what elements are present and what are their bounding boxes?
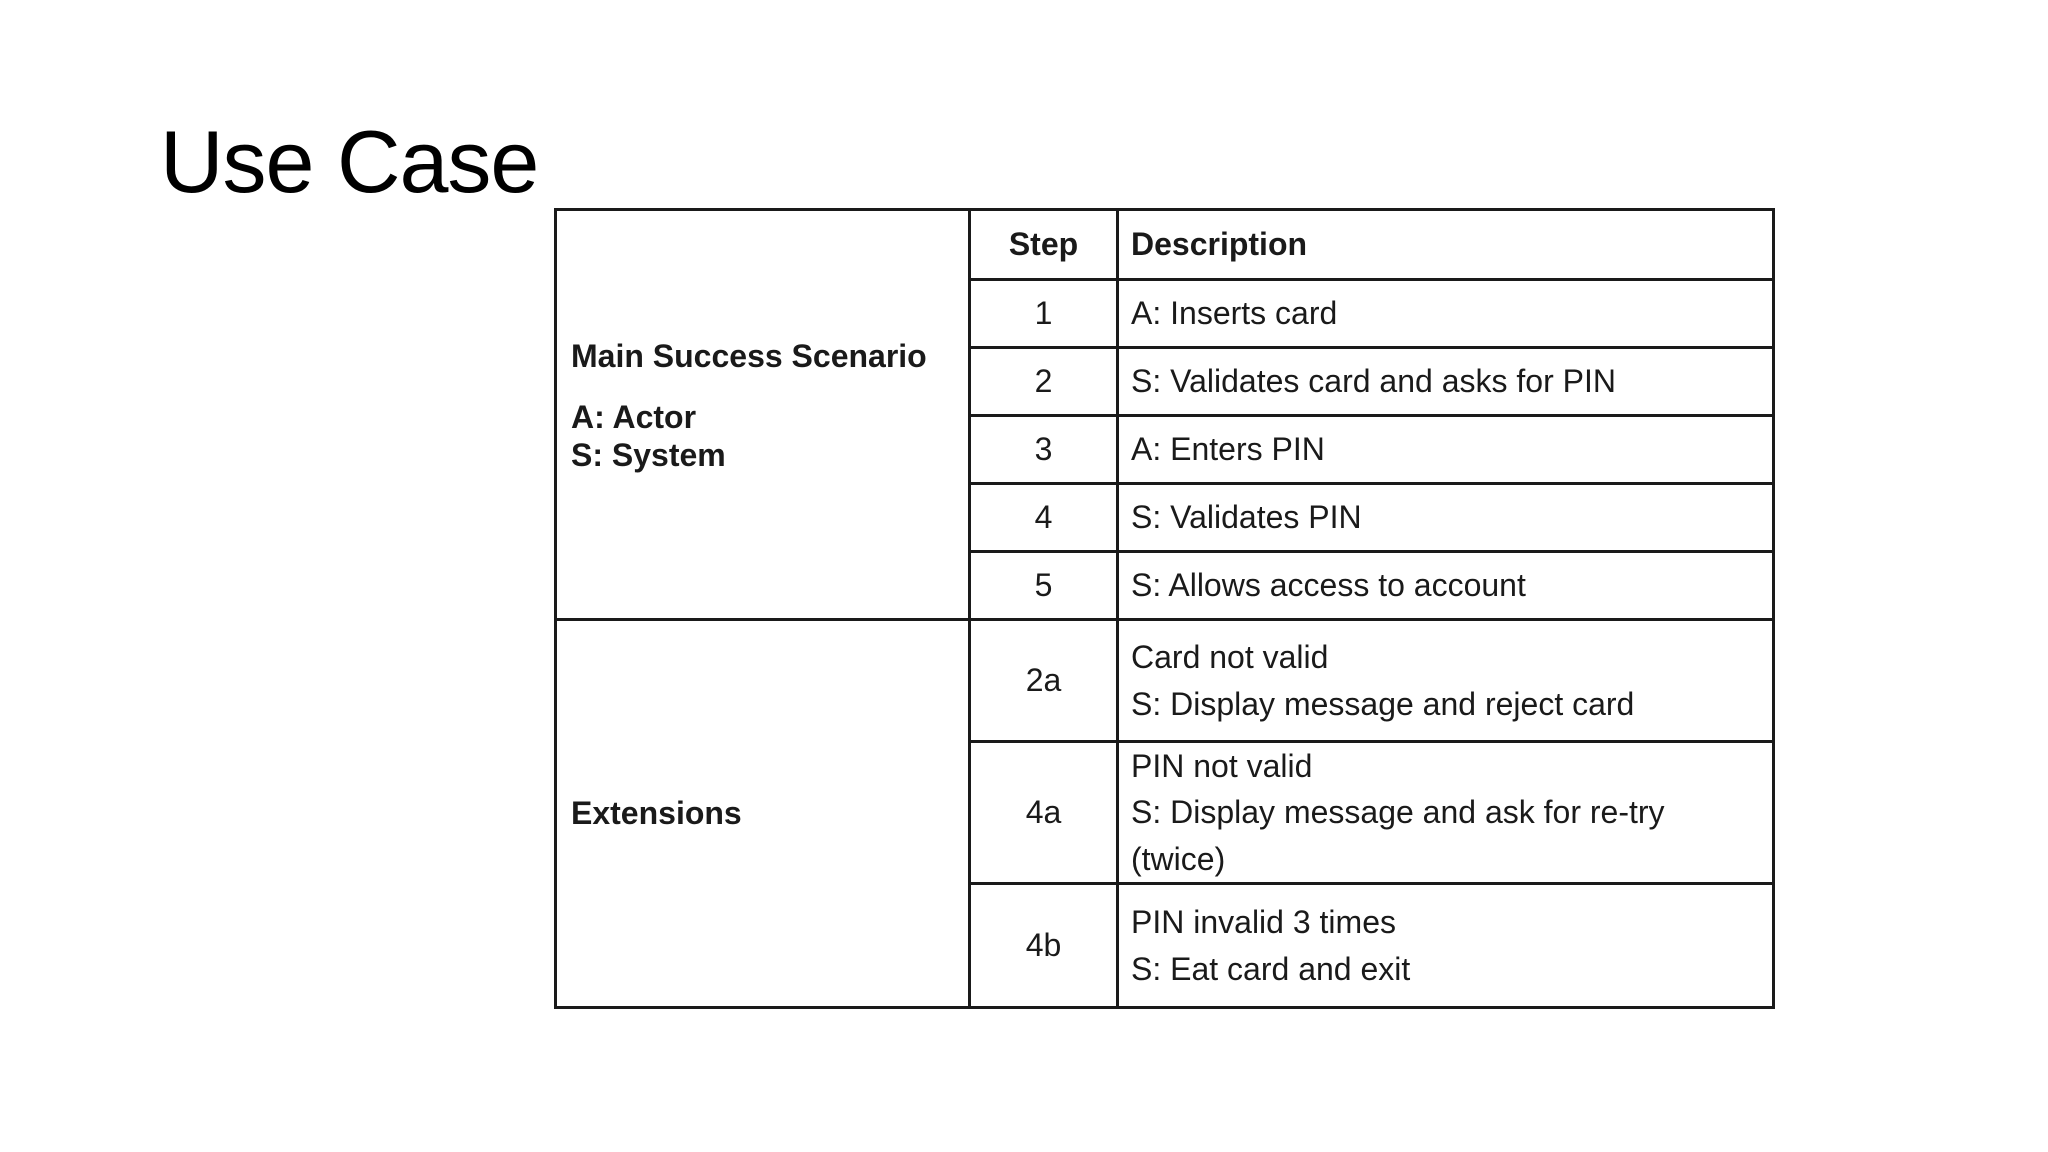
header-row (556, 210, 1774, 280)
description-column-header: Description (1118, 210, 1774, 280)
slide-title: Use Case (160, 112, 539, 211)
step-description: S: Validates card and asks for PIN (1118, 348, 1774, 416)
table-row (556, 620, 1774, 742)
actor-system-legend (571, 398, 956, 475)
use-case-table (554, 208, 1775, 1009)
step-number: 3 (970, 416, 1118, 484)
extension-condition: PIN not valid (1131, 748, 1313, 784)
step-description (1118, 884, 1774, 1008)
main-section-title: Main Success Scenario (571, 338, 927, 374)
step-description: S: Validates PIN (1118, 484, 1774, 552)
step-number: 4b (970, 884, 1118, 1008)
step-description: A: Enters PIN (1118, 416, 1774, 484)
extensions-cell (556, 620, 970, 1008)
step-description (1118, 742, 1774, 884)
extension-condition: PIN invalid 3 times (1131, 904, 1396, 941)
step-number: 4a (970, 742, 1118, 884)
main-success-scenario-cell (556, 210, 970, 620)
step-number: 2a (970, 620, 1118, 742)
step-description (1118, 620, 1774, 742)
step-number: 2 (970, 348, 1118, 416)
step-number: 4 (970, 484, 1118, 552)
legend-system: S: System (571, 437, 726, 474)
legend-actor: A: Actor (571, 399, 697, 436)
step-description: S: Allows access to account (1118, 552, 1774, 620)
step-number: 5 (970, 552, 1118, 620)
extension-action: S: Display message and ask for re-try (twice) (1131, 794, 1665, 877)
step-column-header: Step (970, 210, 1118, 280)
extension-condition: Card not valid (1131, 639, 1329, 676)
step-number: 1 (970, 280, 1118, 348)
extension-action: S: Eat card and exit (1131, 950, 1411, 987)
step-description: A: Inserts card (1118, 280, 1774, 348)
extension-action: S: Display message and reject card (1131, 685, 1635, 722)
extensions-section-title: Extensions (571, 795, 742, 832)
